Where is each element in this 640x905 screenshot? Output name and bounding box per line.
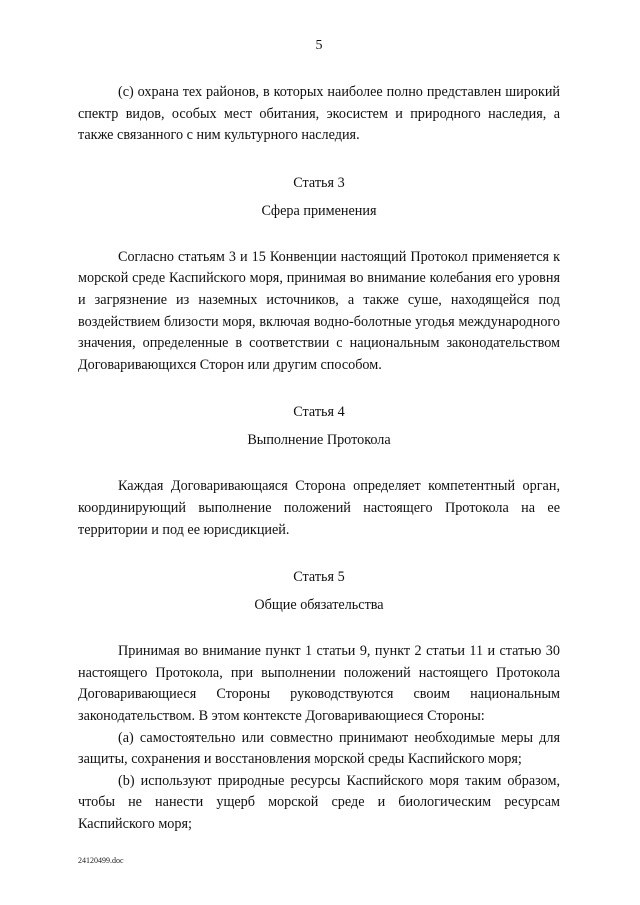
intro-paragraph: (c) охрана тех районов, в которых наиболее полно представлен широкий спектр видов, особых мест обитания, экосистем и природного наследия, а также связанного с ним культурного наследия. [78, 84, 560, 144]
article-3-paragraph-1: Согласно статьям 3 и 15 Конвенции настоящий Протокол применяется к морской среде Каспийского моря, принимая во внимание колебания его уровня и загрязнение из наземных источников, а также суше, находящейся под воздействием близости моря, включая водно-болотные угодья международного значения, определенные в соответствии с национальным законодательством Договаривающихся Сторон или другим способом. [78, 248, 560, 373]
article-5 [78, 566, 560, 835]
article-4-number: Статья 4 [293, 404, 345, 421]
article-5-title: Общие обязательства [254, 597, 384, 614]
file-reference: 24120499.doc [78, 856, 124, 865]
article-5-item-b: (b) используют природные ресурсы Каспийского моря таким образом, чтобы не нанести ущерб морской среде и биологическим ресурсам Каспийского моря; [78, 772, 560, 832]
article-3-title: Сфера применения [261, 202, 377, 219]
article-5-item-a: (a) самостоятельно или совместно принимают необходимые меры для защиты, сохранения и восстановления морской среды Каспийского моря; [78, 729, 560, 768]
article-5-number: Статья 5 [293, 569, 345, 586]
article-3-number: Статья 3 [293, 174, 345, 191]
article-4-title: Выполнение Протокола [247, 432, 391, 449]
article-5-paragraph-1: Принимая во внимание пункт 1 статьи 9, пункт 2 статьи 11 и статью 30 настоящего Протокола, при выполнении положений настоящего Протокола Договаривающиеся Стороны руководствуются своим национальным законодательством. В этом контексте Договаривающиеся Стороны: [78, 643, 560, 724]
page-number: 5 [315, 38, 323, 53]
article-4 [78, 401, 560, 541]
article-4-paragraph-1: Каждая Договаривающаяся Сторона определяет компетентный орган, координирующий выполнение положений настоящего Протокола на ее территории и под ее юрисдикцией. [78, 478, 560, 538]
article-3 [78, 172, 560, 377]
